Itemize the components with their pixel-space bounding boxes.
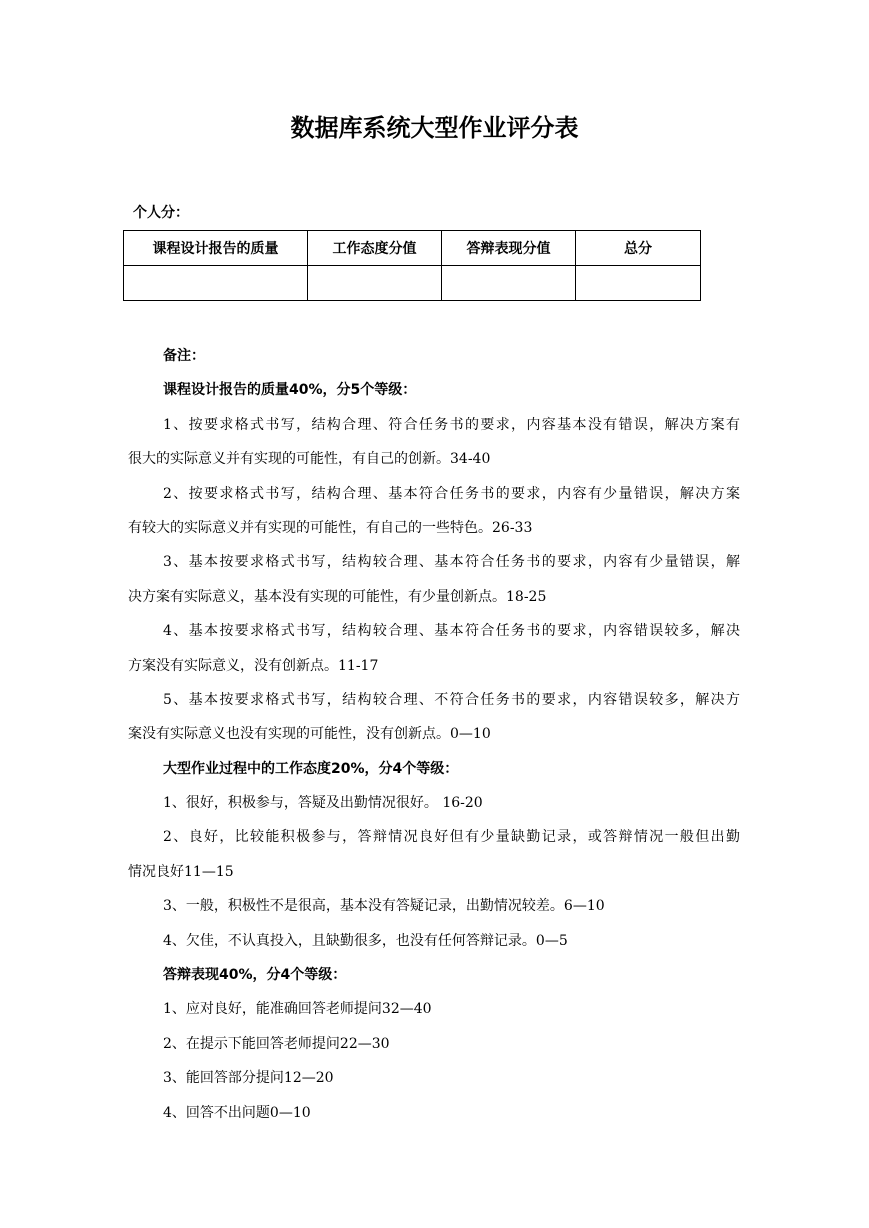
report-criteria-item-5-line1: 5、基本按要求格式书写，结构较合理、不符合任务书的要求，内容错误较多，解决方 — [163, 691, 740, 708]
document-title: 数据库系统大型作业评分表 — [290, 114, 579, 142]
personal-score-label: 个人分： — [133, 205, 189, 221]
report-criteria-item-4-line1: 4、基本按要求格式书写，结构较合理、基本符合任务书的要求，内容错误较多，解决 — [163, 623, 740, 640]
report-criteria-item-1-line1: 1、按要求格式书写，结构合理、符合任务书的要求，内容基本没有错误，解决方案有 — [163, 416, 740, 433]
header-attitude-score: 工作态度分值 — [308, 231, 442, 266]
report-criteria-heading: 课程设计报告的质量40%，分5个等级： — [163, 382, 417, 399]
header-report-quality: 课程设计报告的质量 — [124, 231, 308, 266]
attitude-criteria-item-3: 3、一般，积极性不是很高，基本没有答疑记录，出勤情况较差。6—10 — [163, 898, 605, 915]
report-criteria-item-3-line1: 3、基本按要求格式书写，结构较合理、基本符合任务书的要求，内容有少量错误，解 — [163, 554, 740, 571]
report-criteria-item-4-line2: 方案没有实际意义，没有创新点。11-17 — [128, 657, 379, 674]
attitude-criteria-item-2-line2: 情况良好11—15 — [128, 863, 234, 880]
attitude-criteria-item-4: 4、欠佳，不认真投入，且缺勤很多，也没有任何答辩记录。0—5 — [163, 932, 568, 949]
attitude-criteria-heading: 大型作业过程中的工作态度20%，分4个等级： — [163, 760, 459, 777]
cell-attitude-score — [308, 266, 442, 301]
report-criteria-item-3-line2: 决方案有实际意义，基本没有实现的可能性，有少量创新点。18-25 — [128, 588, 547, 605]
report-criteria-item-5-line2: 案没有实际意义也没有实现的可能性，没有创新点。0—10 — [128, 726, 491, 743]
cell-defense-score — [442, 266, 576, 301]
cell-total-score — [576, 266, 701, 301]
report-criteria-item-1-line2: 很大的实际意义并有实现的可能性，有自己的创新。34-40 — [128, 451, 491, 468]
defense-criteria-heading: 答辩表现40%，分4个等级： — [163, 967, 347, 984]
cell-report-quality — [124, 266, 308, 301]
defense-criteria-item-3: 3、能回答部分提问12—20 — [163, 1070, 334, 1087]
defense-criteria-item-2: 2、在提示下能回答老师提问22—30 — [163, 1035, 390, 1052]
header-defense-score: 答辩表现分值 — [442, 231, 576, 266]
report-criteria-item-2-line1: 2、按要求格式书写，结构合理、基本符合任务书的要求，内容有少量错误，解决方案 — [163, 485, 740, 502]
notes-section — [128, 339, 740, 1130]
attitude-criteria-item-1: 1、很好，积极参与，答疑及出勤情况很好。 16-20 — [163, 795, 483, 812]
attitude-criteria-item-2-line1: 2、良好，比较能积极参与，答辩情况良好但有少量缺勤记录，或答辩情况一般但出勤 — [163, 829, 740, 846]
score-table — [123, 230, 701, 301]
notes-label: 备注： — [163, 348, 205, 364]
score-table-header-row — [124, 231, 701, 266]
defense-criteria-item-1: 1、应对良好，能准确回答老师提问32—40 — [163, 1001, 432, 1018]
defense-criteria-item-4: 4、回答不出问题0—10 — [163, 1104, 311, 1121]
score-table-value-row — [124, 266, 701, 301]
header-total-score: 总分 — [576, 231, 701, 266]
report-criteria-item-2-line2: 有较大的实际意义并有实现的可能性，有自己的一些特色。26-33 — [128, 519, 533, 536]
